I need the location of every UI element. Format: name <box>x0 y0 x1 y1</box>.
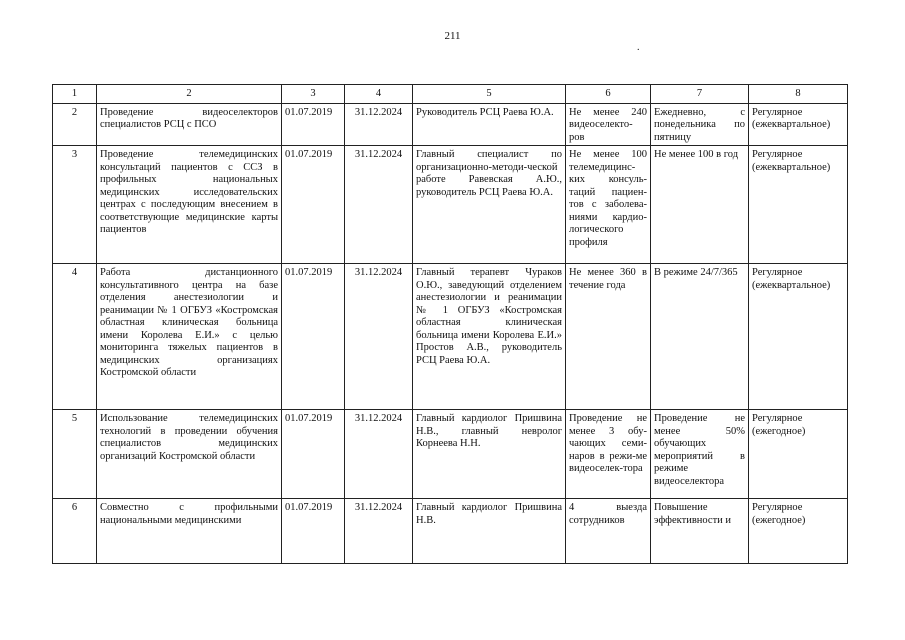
responsible-cell: Главный терапевт Чураков О.Ю., заведующий отделением анестезиологии и реанимации № 1 ОГБУЗ «Костромская областная клиническая больница имени Королева Е.И.» Простов А.В., руководитель РСЦ Раева Ю.А. <box>413 264 566 410</box>
responsible-cell: Главный кардиолог Пришвина Н.В., главный невролог Корнеева Н.Н. <box>413 410 566 499</box>
indicator-cell: Не менее 360 в течение года <box>566 264 651 410</box>
end-date-cell: 31.12.2024 <box>345 103 413 146</box>
table-row <box>53 146 848 264</box>
start-date-cell: 01.07.2019 <box>282 410 345 499</box>
plan-table <box>52 84 848 564</box>
start-date-cell: 01.07.2019 <box>282 146 345 264</box>
schedule-cell: Повышение эффективности и <box>651 499 749 564</box>
activity-cell: Использование телемедицинских технологий в проведении обучения специалистов медицинских организаций Костромской области <box>97 410 282 499</box>
table-row <box>53 410 848 499</box>
header-cell: 8 <box>749 85 848 104</box>
header-cell: 3 <box>282 85 345 104</box>
header-row <box>53 85 848 104</box>
activity-cell: Проведение телемедицинских консультаций пациентов с ССЗ в профильных национальных медицинских исследовательских центрах с последующим внесением в соответствующие медицинские карты пациентов <box>97 146 282 264</box>
activity-cell: Совместно с профильными национальными медицинскими <box>97 499 282 564</box>
table-row <box>53 499 848 564</box>
header-cell: 5 <box>413 85 566 104</box>
end-date-cell: 31.12.2024 <box>345 499 413 564</box>
activity-cell: Работа дистанционного консультативного центра на базе отделения анестезиологии и реанимации № 1 ОГБУЗ «Костромская областная клиническая больница имени Королева Е.И.» с целью мониторинга тяжелых пациентов в медицинских организациях Костромской области <box>97 264 282 410</box>
row-number: 5 <box>53 410 97 499</box>
header-cell: 7 <box>651 85 749 104</box>
header-cell: 2 <box>97 85 282 104</box>
header-cell: 4 <box>345 85 413 104</box>
header-cell: 6 <box>566 85 651 104</box>
indicator-cell: Не менее 240 видеоселекто-ров <box>566 103 651 146</box>
header-cell: 1 <box>53 85 97 104</box>
end-date-cell: 31.12.2024 <box>345 410 413 499</box>
regularity-cell: Регулярное (ежегодное) <box>749 499 848 564</box>
regularity-cell: Регулярное (ежеквартальное) <box>749 264 848 410</box>
indicator-cell: 4 выезда сотрудников <box>566 499 651 564</box>
row-number: 6 <box>53 499 97 564</box>
start-date-cell: 01.07.2019 <box>282 499 345 564</box>
regularity-cell: Регулярное (ежегодное) <box>749 410 848 499</box>
schedule-cell: Проведение не менее 50% обучающих мероприятий в режиме видеоселектора <box>651 410 749 499</box>
row-number: 4 <box>53 264 97 410</box>
indicator-cell: Проведение не менее 3 обу-чающих семи-наров в режи-ме видеоселек-тора <box>566 410 651 499</box>
row-number: 2 <box>53 103 97 146</box>
responsible-cell: Главный специалист по организационно-методи-ческой работе Равевская А.Ю., руководитель РСЦ Раева Ю.А. <box>413 146 566 264</box>
table-row <box>53 264 848 410</box>
end-date-cell: 31.12.2024 <box>345 146 413 264</box>
responsible-cell: Руководитель РСЦ Раева Ю.А. <box>413 103 566 146</box>
table-row <box>53 103 848 146</box>
regularity-cell: Регулярное (ежеквартальное) <box>749 146 848 264</box>
indicator-cell: Не менее 100 телемедицинс-ких консуль-таций пациен-тов с заболева-ниями кардио-логического профиля <box>566 146 651 264</box>
schedule-cell: В режиме 24/7/365 <box>651 264 749 410</box>
responsible-cell: Главный кардиолог Пришвина Н.В. <box>413 499 566 564</box>
activity-cell: Проведение видеоселекторов специалистов РСЦ с ПСО <box>97 103 282 146</box>
end-date-cell: 31.12.2024 <box>345 264 413 410</box>
page-number: 211 <box>444 30 461 42</box>
start-date-cell: 01.07.2019 <box>282 103 345 146</box>
start-date-cell: 01.07.2019 <box>282 264 345 410</box>
schedule-cell: Ежедневно, с понедельника по пятницу <box>651 103 749 146</box>
stray-mark: . <box>637 42 640 53</box>
row-number: 3 <box>53 146 97 264</box>
regularity-cell: Регулярное (ежеквартальное) <box>749 103 848 146</box>
schedule-cell: Не менее 100 в год <box>651 146 749 264</box>
